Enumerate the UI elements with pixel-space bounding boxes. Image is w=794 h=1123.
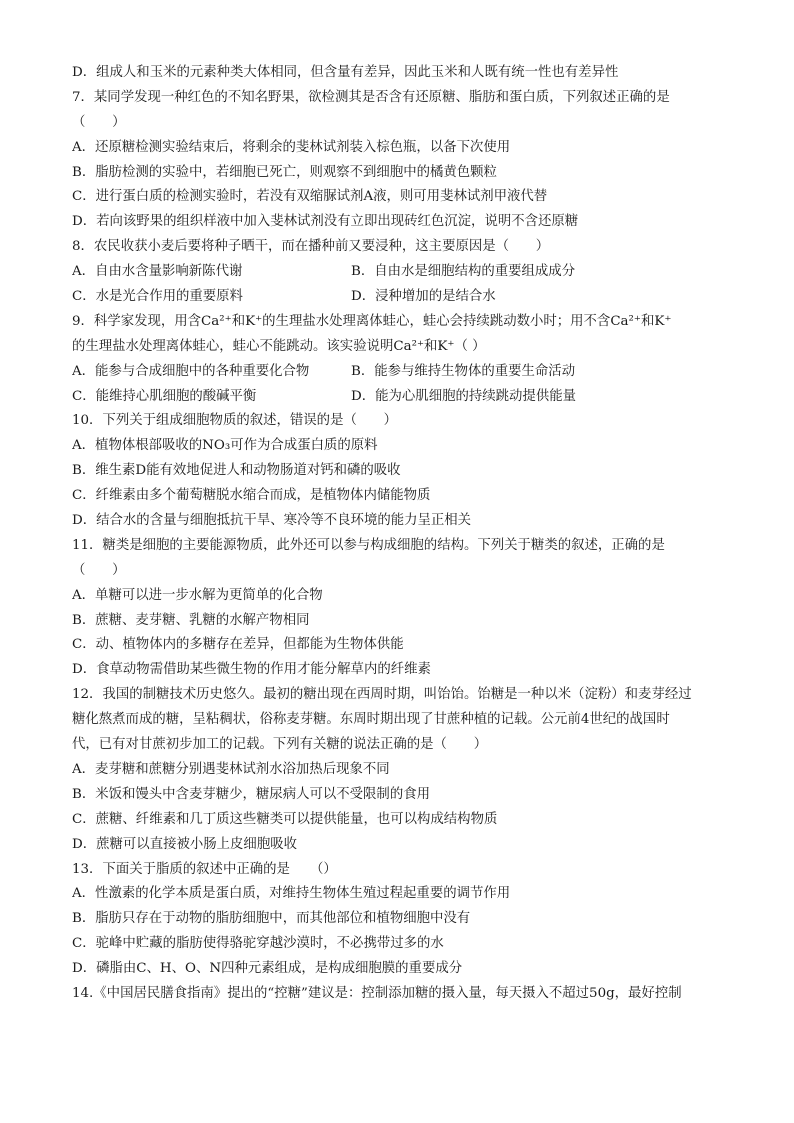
text-line: B．维生素D能有效地促进人和动物肠道对钙和磷的吸收 — [72, 463, 401, 479]
text-line: A．还原糖检测实验结束后，将剩余的斐林试剂装入棕色瓶，以备下次使用 — [72, 139, 511, 155]
option-row — [72, 285, 732, 310]
text-line: C．动、植物体内的多糖存在差异，但都能为生物体供能 — [72, 637, 404, 653]
text-line: A．性激素的化学本质是蛋白质，对维持生物体生殖过程起重要的调节作用 — [72, 886, 511, 902]
text-line: （ ） — [72, 562, 126, 578]
text-line: A．麦芽糖和蔗糖分别遇斐林试剂水浴加热后现象不同 — [72, 761, 390, 777]
option-text: D．能为心肌细胞的持续跳动提供能量 — [351, 388, 576, 404]
text-line: C．蔗糖、纤维素和几丁质这些糖类可以提供能量，也可以构成结构物质 — [72, 811, 498, 827]
text-line: D．组成人和玉米的元素种类大体相同，但含量有差异，因此玉米和人既有统一性也有差异性 — [72, 65, 619, 80]
text-line: C．驼峰中贮藏的脂肪使得骆驼穿越沙漠时，不必携带过多的水 — [72, 936, 444, 952]
text-line: 11．糖类是细胞的主要能源物质，此外还可以参与构成细胞的结构。下列关于糖类的叙述，正确的是 — [72, 537, 665, 553]
text-line: D．蔗糖可以直接被小肠上皮细胞吸收 — [72, 836, 297, 852]
text-line: C．进行蛋白质的检测实验时，若没有双缩脲试剂A液，则可用斐林试剂甲液代替 — [72, 189, 548, 205]
text-line: （ ） — [72, 114, 126, 130]
text-line: 8．农民收获小麦后要将种子晒干，而在播种前又要浸种，这主要原因是（ ） — [72, 239, 550, 255]
option-text: C．能维持心肌细胞的酸碱平衡 — [72, 388, 257, 404]
option-text: B．能参与维持生物体的重要生命活动 — [351, 363, 576, 379]
text-line: 12．我国的制糖技术历史悠久。最初的糖出现在西周时期，叫饴饴。饴糖是一种以米（淀粉）和麦芽经过 — [72, 687, 692, 703]
text-line: 13．下面关于脂质的叙述中正确的是 （） — [72, 861, 337, 877]
text-line: B．脂肪只存在于动物的脂肪细胞中，而其他部位和植物细胞中没有 — [72, 911, 471, 927]
text-line: 10．下列关于组成细胞物质的叙述，错误的是（ ） — [72, 413, 398, 429]
option-row — [72, 260, 732, 285]
text-line: B．脂肪检测的实验中，若细胞已死亡，则观察不到细胞中的橘黄色颗粒 — [72, 164, 497, 180]
text-line: D．结合水的含量与细胞抵抗干旱、寒冷等不良环境的能力呈正相关 — [72, 513, 472, 529]
option-row — [72, 360, 732, 385]
text-line: B．蔗糖、麦芽糖、乳糖的水解产物相同 — [72, 612, 310, 628]
text-line: D．磷脂由C、H、O、N四种元素组成，是构成细胞膜的重要成分 — [72, 961, 463, 977]
text-line: A．单糖可以进一步水解为更简单的化合物 — [72, 587, 323, 603]
option-text: B．自由水是细胞结构的重要组成成分 — [351, 264, 576, 280]
text-line: C．纤维素由多个葡萄糖脱水缩合而成，是植物体内储能物质 — [72, 488, 431, 504]
exam-page — [72, 61, 732, 1007]
text-line: 7．某同学发现一种红色的不知名野果，欲检测其是否含有还原糖、脂肪和蛋白质，下列叙述正确的是 — [72, 89, 670, 105]
text-line: 的生理盐水处理离体蛙心，蛙心不能跳动。该实验说明Ca²⁺和K⁺（ ） — [72, 338, 486, 354]
option-text: D．浸种增加的是结合水 — [351, 289, 496, 305]
text-line: 14.《中国居民膳食指南》提出的“控糖”建议是：控制添加糖的摄入量，每天摄入不超过50g，最好控制 — [72, 985, 682, 1001]
option-text: A．能参与合成细胞中的各种重要化合物 — [72, 363, 310, 379]
text-line: B．米饭和馒头中含麦芽糖少，糖尿病人可以不受限制的食用 — [72, 786, 430, 802]
text-line: D．若向该野果的组织样液中加入斐林试剂没有立即出现砖红色沉淀，说明不含还原糖 — [72, 214, 579, 230]
text-line: 代，已有对甘蔗初步加工的记载。下列有关糖的说法正确的是（ ） — [72, 737, 488, 753]
text-line: A．植物体根部吸收的NO₃可作为合成蛋白质的原料 — [72, 438, 378, 454]
option-row — [72, 385, 732, 410]
text-line: D．食草动物需借助某些微生物的作用才能分解草内的纤维素 — [72, 662, 431, 678]
text-line: 9．科学家发现，用含Ca²⁺和K⁺的生理盐水处理离体蛙心，蛙心会持续跳动数小时；用不含Ca²⁺和K⁺ — [72, 313, 672, 329]
option-text: C．水是光合作用的重要原料 — [72, 289, 243, 305]
text-line: 糖化熬煮而成的糖，呈粘稠状，俗称麦芽糖。东周时期出现了甘蔗种植的记载。公元前4世纪的战国时 — [72, 712, 670, 728]
option-text: A．自由水含量影响新陈代谢 — [72, 264, 243, 280]
